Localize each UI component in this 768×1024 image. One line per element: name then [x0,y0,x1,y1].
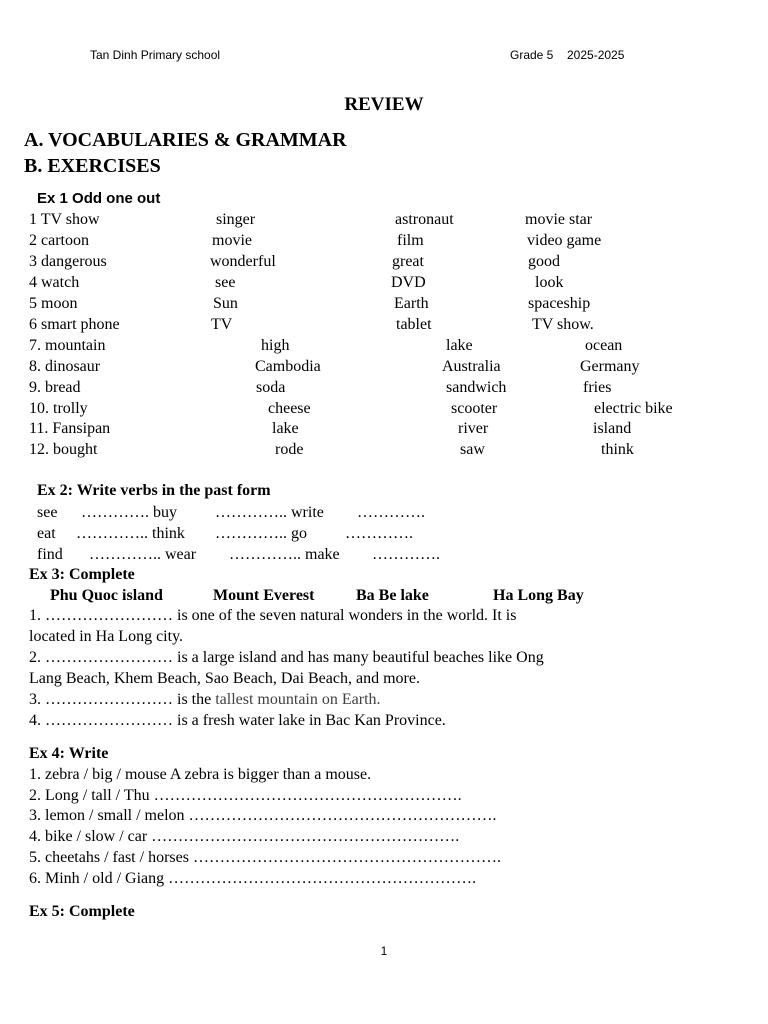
ex1-cell: tablet [396,316,432,333]
ex4-line: 1. zebra / big / mouse A zebra is bigger than a mouse. [29,766,372,783]
ex1-cell: spaceship [528,295,591,312]
ex2-cell: find [37,546,63,563]
ex3-option: Ha Long Bay [493,587,584,604]
ex4-line: 2. Long / tall / Thu …………………………………………………. [29,787,462,804]
ex1-cell: scooter [451,400,498,417]
ex1-cell: soda [256,379,286,396]
ex3-heading: Ex 3: Complete [29,566,135,583]
ex3-line: 2. …………………… is a large island and has many beautiful beaches like Ong [29,649,544,666]
ex2-cell: see [37,504,58,521]
ex1-cell: wonderful [210,253,276,270]
ex4-line: 5. cheetahs / fast / horses …………………………………………………. [29,849,501,866]
ex1-cell: 3 dangerous [29,253,107,270]
ex1-cell: Sun [213,295,238,312]
ex1-cell: singer [216,211,256,228]
ex1-cell: movie star [525,211,593,228]
ex2-cell: …………. [372,546,440,563]
ex1-cell: 1 TV show [29,211,100,228]
page-title: REVIEW [344,94,424,115]
ex1-cell: think [601,441,634,458]
ex1-cell: river [458,420,489,437]
ex1-cell: look [535,274,564,291]
school-year: 2025-2025 [567,48,625,62]
ex1-cell: movie [212,232,252,249]
ex2-cell: ………….. make [229,546,340,563]
ex2-cell: ………….. write [215,504,324,521]
ex3-line: located in Ha Long city. [29,628,184,645]
ex1-cell: 9. bread [29,379,81,396]
ex1-cell: lake [272,420,299,437]
ex1-cell: Australia [442,358,501,375]
ex1-cell: 2 cartoon [29,232,89,249]
ex3-option: Ba Be lake [356,587,429,604]
ex3-line: 4. …………………… is a fresh water lake in Bac Kan Province. [29,712,446,729]
ex1-cell: 11. Fansipan [29,420,111,437]
section-b-heading: B. EXERCISES [24,155,161,177]
ex1-cell: sandwich [446,379,507,396]
ex1-cell: DVD [391,274,426,291]
ex3-option: Phu Quoc island [50,587,163,604]
ex1-cell: 12. bought [29,441,98,458]
ex1-cell: 8. dinosaur [29,358,101,375]
ex1-cell: island [593,420,632,437]
ex4-line: 4. bike / slow / car …………………………………………………. [29,828,460,845]
school-name: Tan Dinh Primary school [90,48,221,62]
ex1-cell: 10. trolly [29,400,88,417]
ex1-cell: cheese [268,400,311,417]
ex4-line: 3. lemon / small / melon …………………………………………………. [29,807,497,824]
ex3-line-start: 3. …………………… is the [29,691,216,708]
page-number: 1 [380,944,388,958]
grade-label: Grade 5 [510,48,554,62]
ex1-cell: 7. mountain [29,337,106,354]
ex2-cell: …………. [345,525,413,542]
ex1-cell: great [392,253,424,270]
ex2-cell: …………. buy [81,504,177,521]
ex1-cell: film [397,232,424,249]
ex1-cell: good [528,253,560,270]
ex3-option: Mount Everest [213,587,315,604]
ex1-cell: Germany [580,358,640,375]
ex3-line [29,690,381,710]
ex1-cell: ocean [585,337,623,354]
ex1-cell: high [261,337,290,354]
ex5-heading: Ex 5: Complete [29,903,135,920]
ex1-cell: astronaut [395,211,454,228]
ex1-cell: electric bike [594,400,673,417]
ex2-heading: Ex 2: Write verbs in the past form [37,482,271,499]
ex1-cell: 4 watch [29,274,80,291]
ex1-cell: video game [527,232,602,249]
ex1-cell: rode [275,441,304,458]
ex1-cell: fries [583,379,612,396]
ex3-line-end: tallest mountain on Earth. [215,691,381,708]
ex2-cell: …………. [357,504,425,521]
ex1-cell: Cambodia [255,358,321,375]
ex1-cell: lake [446,337,473,354]
ex1-cell: Earth [394,295,429,312]
ex3-line: 1. …………………… is one of the seven natural wonders in the world. It is [29,607,517,624]
ex2-cell: eat [37,525,56,542]
ex1-heading: Ex 1 Odd one out [37,190,161,207]
ex1-cell: TV [211,316,233,333]
ex1-cell: TV show. [532,316,594,333]
section-a-heading: A. VOCABULARIES & GRAMMAR [24,129,347,151]
ex2-cell: ………….. think [76,525,185,542]
ex4-line: 6. Minh / old / Giang …………………………………………………. [29,870,477,887]
ex3-line: Lang Beach, Khem Beach, Sao Beach, Dai Beach, and more. [29,670,420,687]
ex2-cell: ………….. wear [89,546,197,563]
ex4-heading: Ex 4: Write [29,745,109,762]
ex1-cell: 5 moon [29,295,78,312]
ex2-cell: ………….. go [215,525,307,542]
ex1-cell: saw [460,441,485,458]
ex1-cell: see [215,274,236,291]
ex1-cell: 6 smart phone [29,316,120,333]
